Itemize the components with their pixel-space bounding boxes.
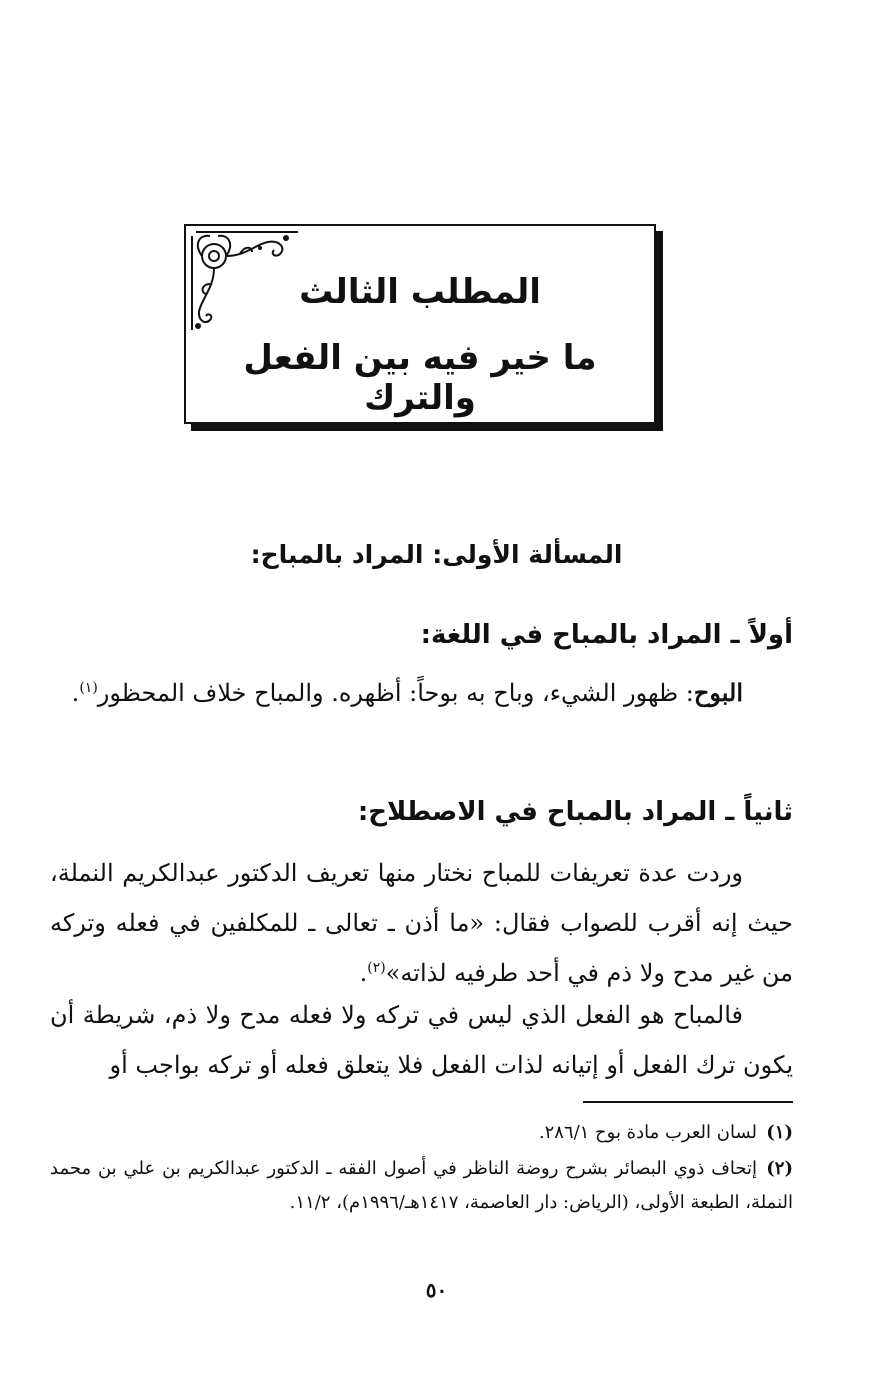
footnote-2 [50,1152,793,1220]
chapter-subtitle: ما خير فيه بين الفعل والترك [243,338,597,418]
chapter-title: المطلب الثالث [299,272,541,312]
page-number: ٥٠ [425,1278,448,1302]
issue-heading: المسألة الأولى: المراد بالمباح: [250,540,623,569]
footnote-number: (٢) [766,1158,793,1179]
section2-heading: ثانياً ـ المراد بالمباح في الاصطلاح: [357,797,793,827]
defined-term: البوح [693,678,743,707]
section2-text-2: فالمباح هو الفعل الذي ليس في تركه ولا فعله مدح ولا ذم، شريطة أن يكون ترك الفعل أو إتيانه لذات الفعل فلا يتعلق فعله أو تركه بواجب أو [50,1001,793,1079]
footnote-ref-1[interactable]: (١) [79,680,98,696]
footnote-separator [583,1101,793,1103]
section2-text-1: وردت عدة تعريفات للمباح نختار منها تعريف الدكتور عبدالكريم النملة، حيث إنه أقرب للصواب فقال: «ما أذن ـ تعالى ـ للمكلفين في فعله وتركه من غير مدح ولا ذم في أحد طرفيه لذاته» [50,859,793,987]
section2-paragraph-2 [50,990,793,1090]
footnote-text: إتحاف ذوي البصائر بشرح روضة الناظر في أصول الفقه ـ الدكتور عبدالكريم بن علي بن محمد النملة، الطبعة الأولى، (الرياض: دار العاصمة، ١٤١٧هـ/١٩٩٦م)، ١١/٢. [50,1158,793,1213]
footnote-ref-2[interactable]: (٢) [367,960,386,976]
title-frame [184,224,656,424]
footnote-number: (١) [766,1122,793,1143]
footnote-1 [50,1116,793,1150]
section2-paragraph-1: وردت عدة تعريفات للمباح نختار منها تعريف الدكتور عبدالكريم النملة، حيث إنه أقرب للصواب فقال: «ما أذن ـ تعالى ـ للمكلفين في فعله وتركه من غير مدح ولا ذم في أحد طرفيه لذاته»$^{(٢)}$. [50,859,793,987]
section1-heading: أولاً ـ المراد بالمباح في اللغة: [420,620,793,650]
footnote-text: لسان العرب مادة بوح ٢٨٦/١. [538,1122,757,1143]
section1-text: : ظهور الشيء، وباح به بوحاً: أظهره. والمباح خلاف المحظور [97,679,694,707]
section1-paragraph: البوح: ظهور الشيء، وباح به بوحاً: أظهره. والمباح خلاف المحظور$^{(١)}$. [71,678,743,707]
